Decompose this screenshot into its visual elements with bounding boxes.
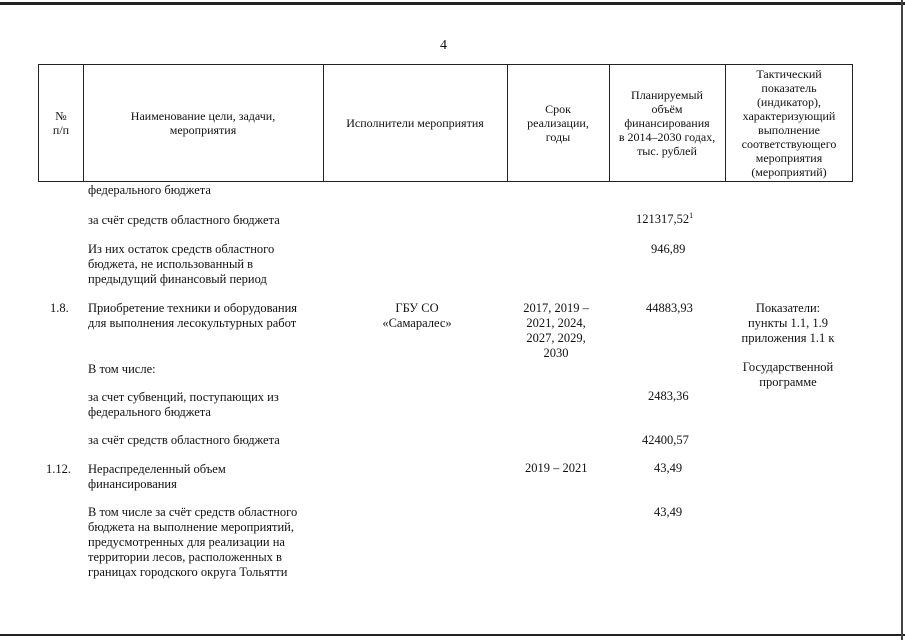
row-subvention-label: за счет субвенций, поступающих из федерального бюджета xyxy=(88,390,279,419)
row-executor: ГБУ СО «Самаралес» xyxy=(382,301,452,330)
row-financing-value-2: 43,49 xyxy=(654,461,683,475)
row-tolyatti-value: 43,49 xyxy=(654,505,683,519)
row-financing-value: 44883,93 xyxy=(646,301,693,315)
row-regional-budget-value: 121317,52$^1$ xyxy=(636,211,694,226)
row-remainder-value: 946,89 xyxy=(651,242,686,256)
row-regional-budget-value-2: 42400,57 xyxy=(642,433,689,447)
row-name-2: Нераспределенный объем финансирования xyxy=(88,462,226,491)
page-number: 4 xyxy=(440,38,447,53)
page-right-border xyxy=(901,0,903,640)
header-financing: Планируемый объём финансирования в 2014–2030 годах, тыс. рублей xyxy=(618,88,716,158)
row-term: 2017, 2019 – 2021, 2024, 2027, 2029, 2030 xyxy=(523,301,589,360)
header-term: Срок реализации, годы xyxy=(527,102,589,144)
row-regional-budget-label: за счёт средств областного бюджета xyxy=(88,213,280,227)
row-remainder-label: Из них остаток средств областного бюджета, не использованный в предыдущий финансовый период xyxy=(88,242,275,286)
header-number: № п/п xyxy=(52,109,70,137)
row-federal-tail: федерального бюджета xyxy=(88,183,211,197)
header-executors: Исполнители мероприятия xyxy=(346,116,484,130)
row-indicator-continued: Государственной программе xyxy=(742,360,834,389)
row-subvention-value: 2483,36 xyxy=(648,389,689,403)
table-header xyxy=(38,64,853,182)
row-number-2: 1.12. xyxy=(46,462,71,476)
page-top-border xyxy=(0,2,905,5)
row-number: 1.8. xyxy=(50,301,69,315)
row-term-2: 2019 – 2021 xyxy=(525,461,588,475)
row-regional-budget-label-2: за счёт средств областного бюджета xyxy=(88,433,280,447)
row-name: Приобретение техники и оборудования для выполнения лесокультурных работ xyxy=(88,301,298,330)
page-bottom-border xyxy=(0,634,905,636)
header-indicator: Тактический показатель (индикатор), характеризующий выполнение соответствующего мероприятия (мероприятий) xyxy=(741,67,837,179)
row-including-label: В том числе: xyxy=(88,362,156,376)
row-indicator: Показатели: пункты 1.1, 1.9 приложения 1.1 к xyxy=(741,301,835,345)
row-tolyatti-label: В том числе за счёт средств областного бюджета на выполнение мероприятий, предусмотренных для реализации на территории лесов, расположенных в границах городского округа Тольятти xyxy=(88,505,298,579)
header-name: Наименование цели, задачи, мероприятия xyxy=(130,109,276,137)
